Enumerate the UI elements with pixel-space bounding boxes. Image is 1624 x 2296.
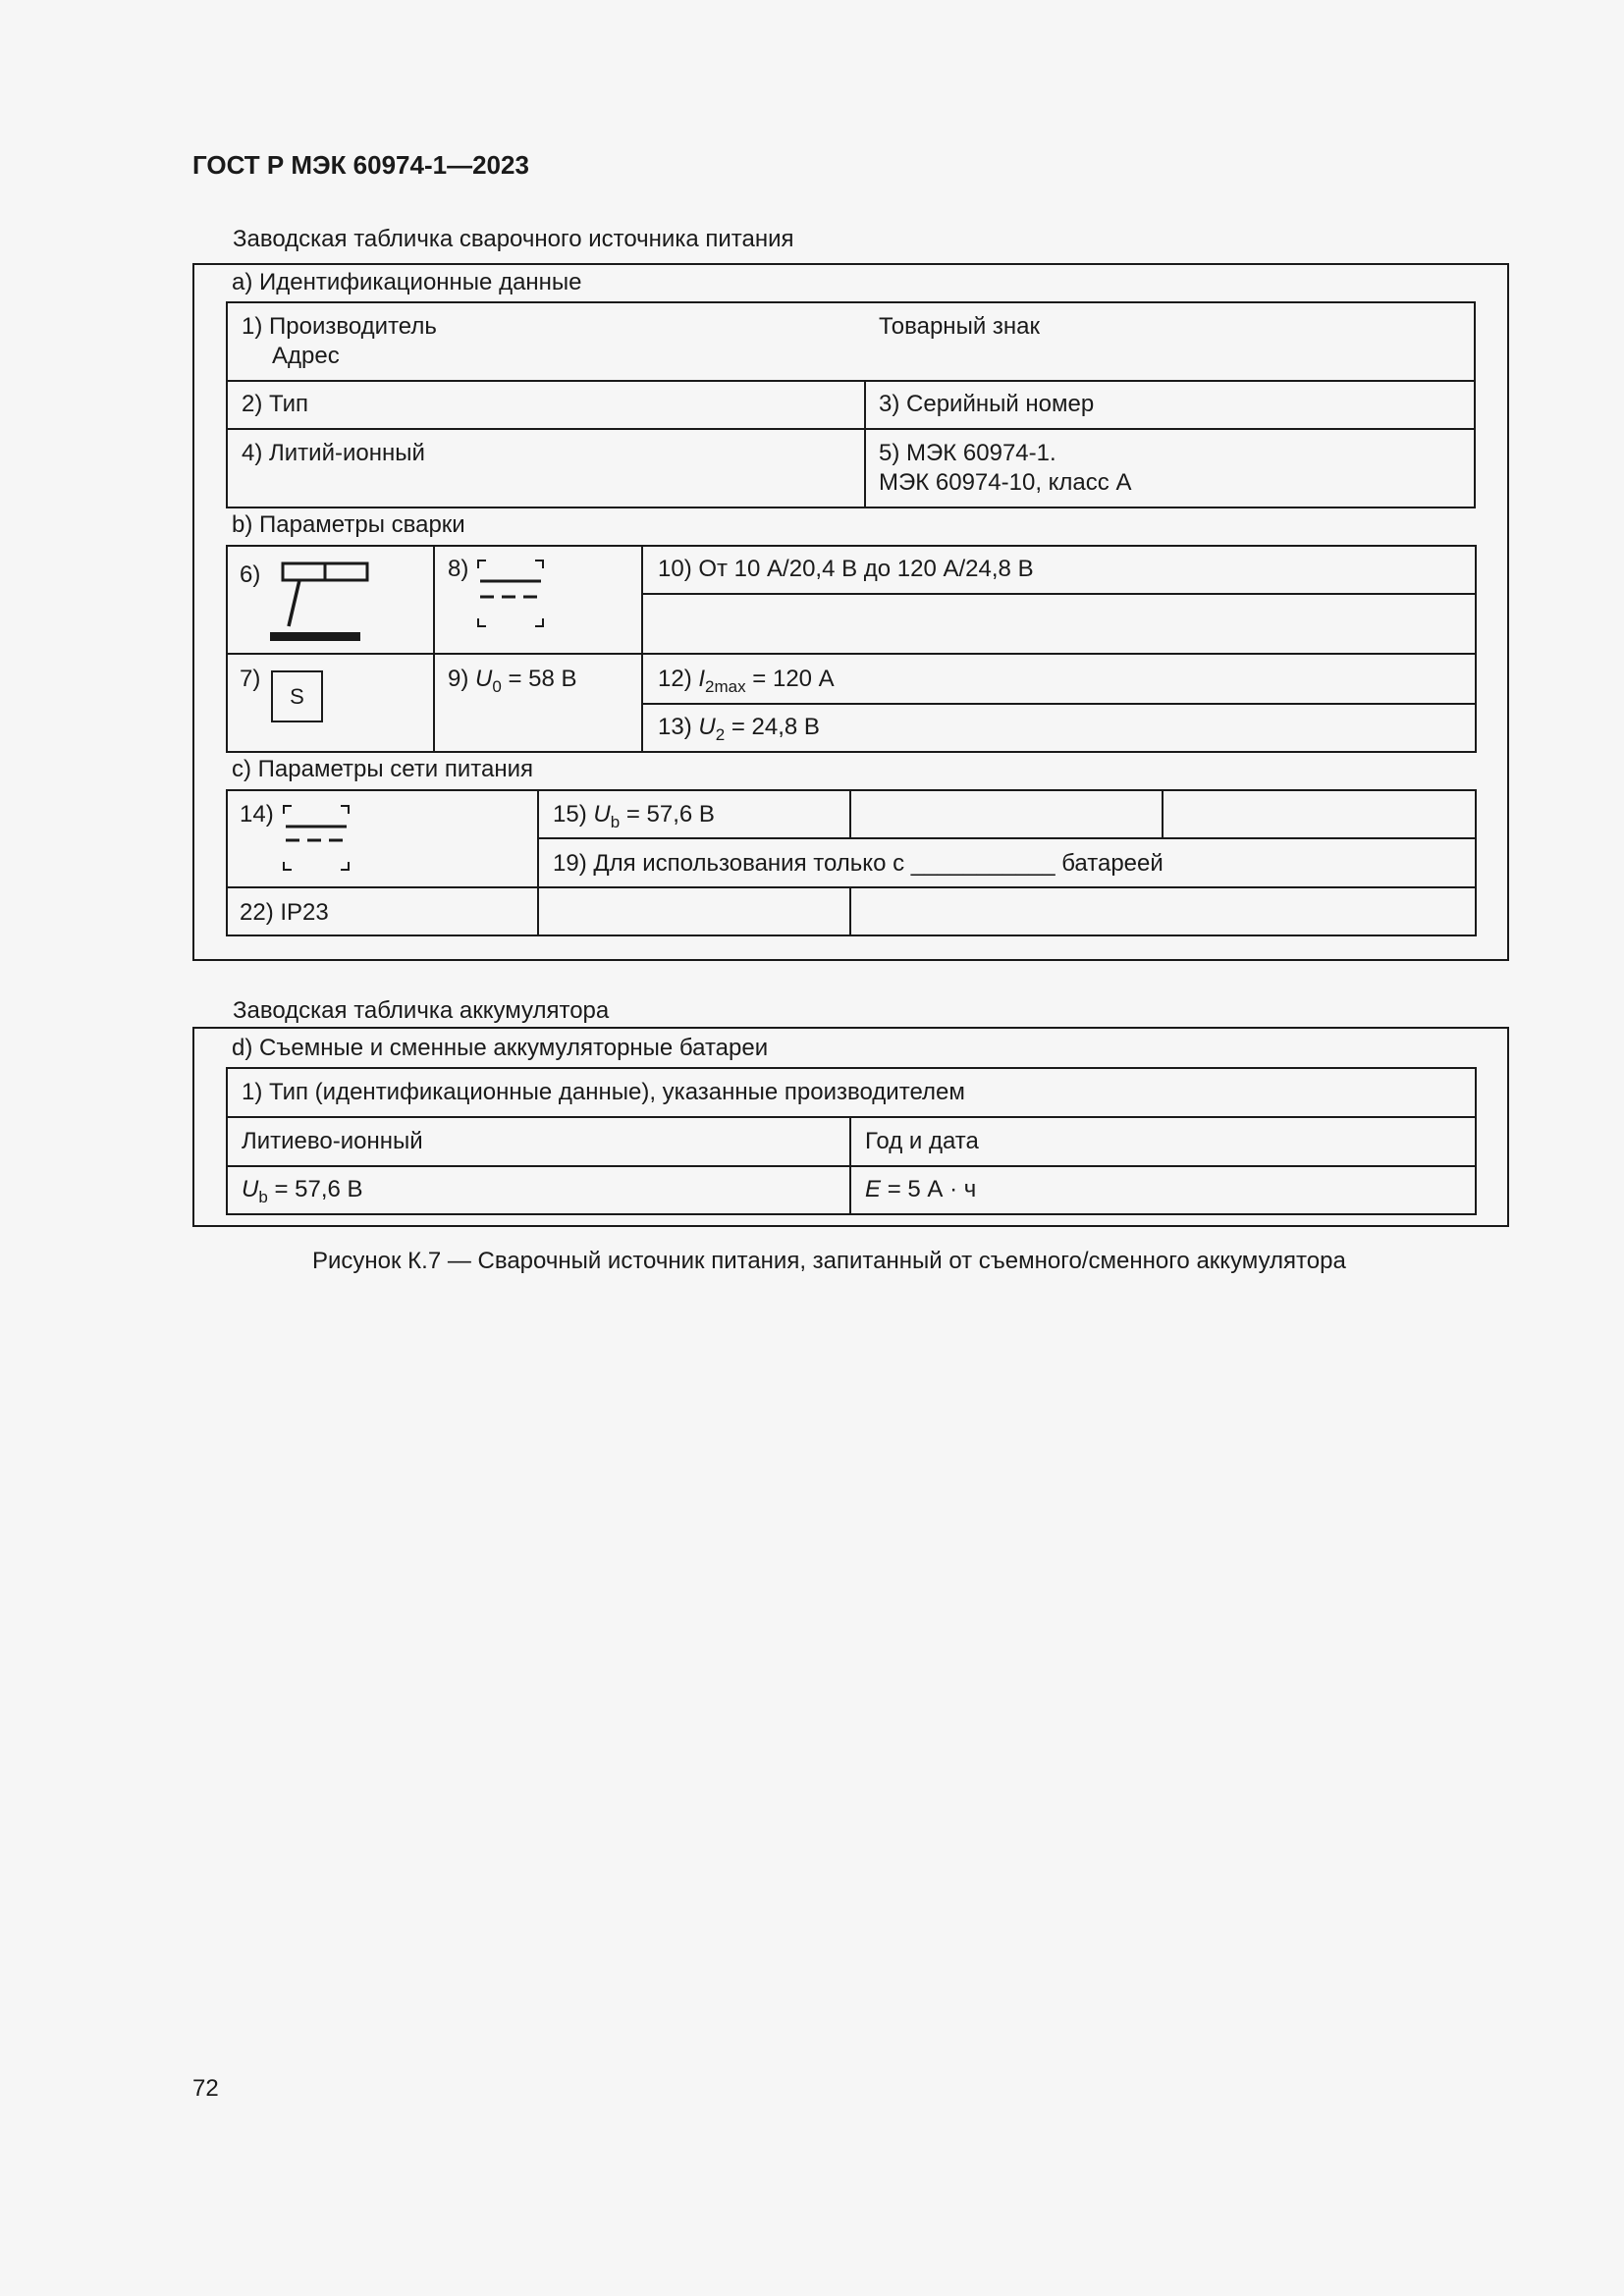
rated-voltage: 13) $U_2 = 24,8$ В [658, 714, 820, 744]
battery-plate-title: Заводская табличка аккумулятора [233, 997, 610, 1024]
welding-torch-icon [265, 558, 373, 646]
page-number: 72 [192, 2075, 219, 2102]
item-6-label: 6) [240, 561, 261, 588]
battery-chemistry: Литиево-ионный [242, 1128, 423, 1154]
battery-energy: E = 5 А · ч [865, 1176, 977, 1202]
address-label: Адрес [272, 343, 340, 369]
manufacturer-label: 1) Производитель [242, 313, 437, 340]
item-7-label: 7) [240, 666, 261, 692]
section-c-label: c) Параметры сети питания [232, 756, 534, 782]
dc-supply-icon [281, 803, 352, 874]
li-ion-label: 4) Литий-ионный [242, 440, 425, 466]
supply-voltage: 15) $U_b = 57,6$ В [553, 801, 715, 831]
battery-usage-note: 19) Для использования только с ___________ батареей [553, 850, 1164, 877]
item-8-label: 8) [448, 556, 469, 582]
item-10-label: 10) От 10 А/20,4 В до 120 А/24,8 В [658, 556, 1034, 582]
trademark-label: Товарный знак [879, 313, 1040, 340]
rated-current: 12) $I_{2max} = 120$ А [658, 666, 835, 696]
battery-year-date: Год и дата [865, 1128, 979, 1154]
no-load-voltage: 9) $U_0 = 58$ В [448, 666, 577, 696]
welder-plate-title: Заводская табличка сварочного источника питания [233, 226, 794, 252]
ip-rating: 22) IP23 [240, 899, 329, 926]
s-symbol-icon: S [271, 670, 323, 722]
standard-line-1: 5) МЭК 60974-1. [879, 440, 1056, 466]
standard-line-2: МЭК 60974-10, класс А [879, 469, 1132, 496]
section-d-label: d) Съемные и сменные аккумуляторные батареи [232, 1035, 769, 1061]
battery-voltage: $U_b = 57,6$ В [242, 1176, 363, 1206]
section-a-label: a) Идентификационные данные [232, 269, 582, 295]
figure-caption: Рисунок К.7 — Сварочный источник питания, запитанный от съемного/сменного аккумулятора [312, 1248, 1346, 1274]
type-label: 2) Тип [242, 391, 309, 417]
battery-type-row: 1) Тип (идентификационные данные), указанные производителем [242, 1079, 965, 1105]
serial-number-label: 3) Серийный номер [879, 391, 1095, 417]
dc-current-icon [475, 558, 546, 630]
document-header: ГОСТ Р МЭК 60974-1—2023 [192, 150, 529, 180]
section-b-label: b) Параметры сварки [232, 511, 465, 538]
item-14-label: 14) [240, 801, 274, 828]
